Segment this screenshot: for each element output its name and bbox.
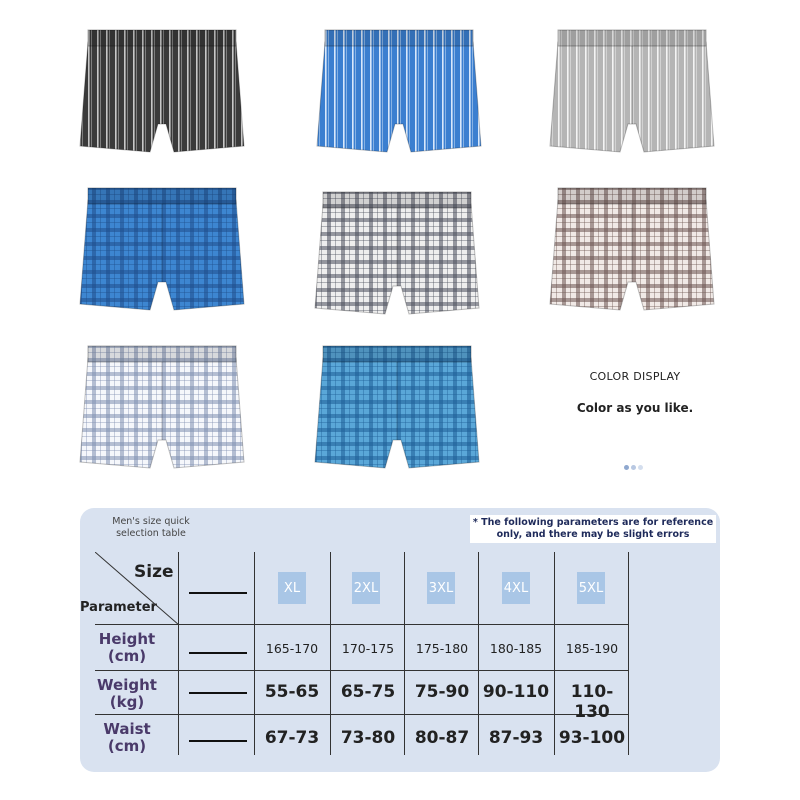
row-label-height: [82, 631, 172, 665]
weight-3xl: 75-90: [414, 682, 470, 702]
empty-cell-dash: [189, 592, 247, 594]
carousel-dot-1[interactable]: [624, 465, 629, 470]
size-header-2xl: 2XL: [352, 572, 380, 604]
waist-2xl: 73-80: [340, 728, 396, 748]
row-label-weight-name: Weight: [97, 676, 157, 694]
weight-2xl: 65-75: [340, 682, 396, 702]
product-image-4[interactable]: [78, 186, 246, 318]
color-display-title: COLOR DISPLAY: [589, 370, 681, 383]
size-header-xl: XL: [278, 572, 306, 604]
product-image-5[interactable]: [313, 190, 481, 322]
table-divider: [95, 670, 628, 671]
height-2xl: 170-175: [341, 641, 395, 656]
empty-cell-dash: [189, 740, 247, 742]
waist-4xl: 87-93: [488, 728, 544, 748]
color-display-subtitle: Color as you like.: [576, 401, 694, 415]
empty-cell-dash: [189, 652, 247, 654]
row-label-height-name: Height: [98, 630, 156, 648]
product-image-6[interactable]: [548, 186, 716, 318]
waist-5xl: 93-100: [558, 728, 626, 748]
waist-3xl: 80-87: [414, 728, 470, 748]
empty-cell-dash: [189, 692, 247, 694]
header-parameter: Parameter: [80, 600, 157, 615]
table-divider: [95, 714, 628, 715]
weight-xl: 55-65: [264, 682, 320, 702]
row-label-weight-unit: (kg): [109, 693, 145, 711]
color-display: [560, 370, 710, 415]
product-image-7[interactable]: [78, 344, 246, 476]
product-image-8[interactable]: [313, 344, 481, 476]
size-header-4xl: 4XL: [502, 572, 530, 604]
size-header-3xl: 3XL: [427, 572, 455, 604]
waist-xl: 67-73: [264, 728, 320, 748]
row-label-waist-name: Waist: [103, 720, 151, 738]
row-label-waist-unit: (cm): [107, 737, 147, 755]
carousel-dots[interactable]: [624, 455, 645, 474]
height-5xl: 185-190: [565, 641, 619, 656]
header-size: Size: [134, 562, 174, 582]
carousel-dot-3[interactable]: [638, 465, 643, 470]
weight-4xl: 90-110: [482, 682, 550, 702]
reference-note: * The following parameters are for reference only, and there may be slight errors: [470, 515, 716, 543]
size-header-5xl: 5XL: [577, 572, 605, 604]
row-label-waist: [82, 721, 172, 755]
size-table-label: Men's size quick selection table: [112, 516, 190, 539]
product-image-3[interactable]: [548, 28, 716, 160]
row-label-weight: [82, 677, 172, 711]
height-xl: 165-170: [265, 641, 319, 656]
height-3xl: 175-180: [415, 641, 469, 656]
weight-5xl: 110-130: [570, 682, 614, 722]
carousel-dot-2[interactable]: [631, 465, 636, 470]
product-image-2[interactable]: [315, 28, 483, 160]
height-4xl: 180-185: [489, 641, 543, 656]
row-label-height-unit: (cm): [107, 647, 147, 665]
product-image-1[interactable]: [78, 28, 246, 160]
